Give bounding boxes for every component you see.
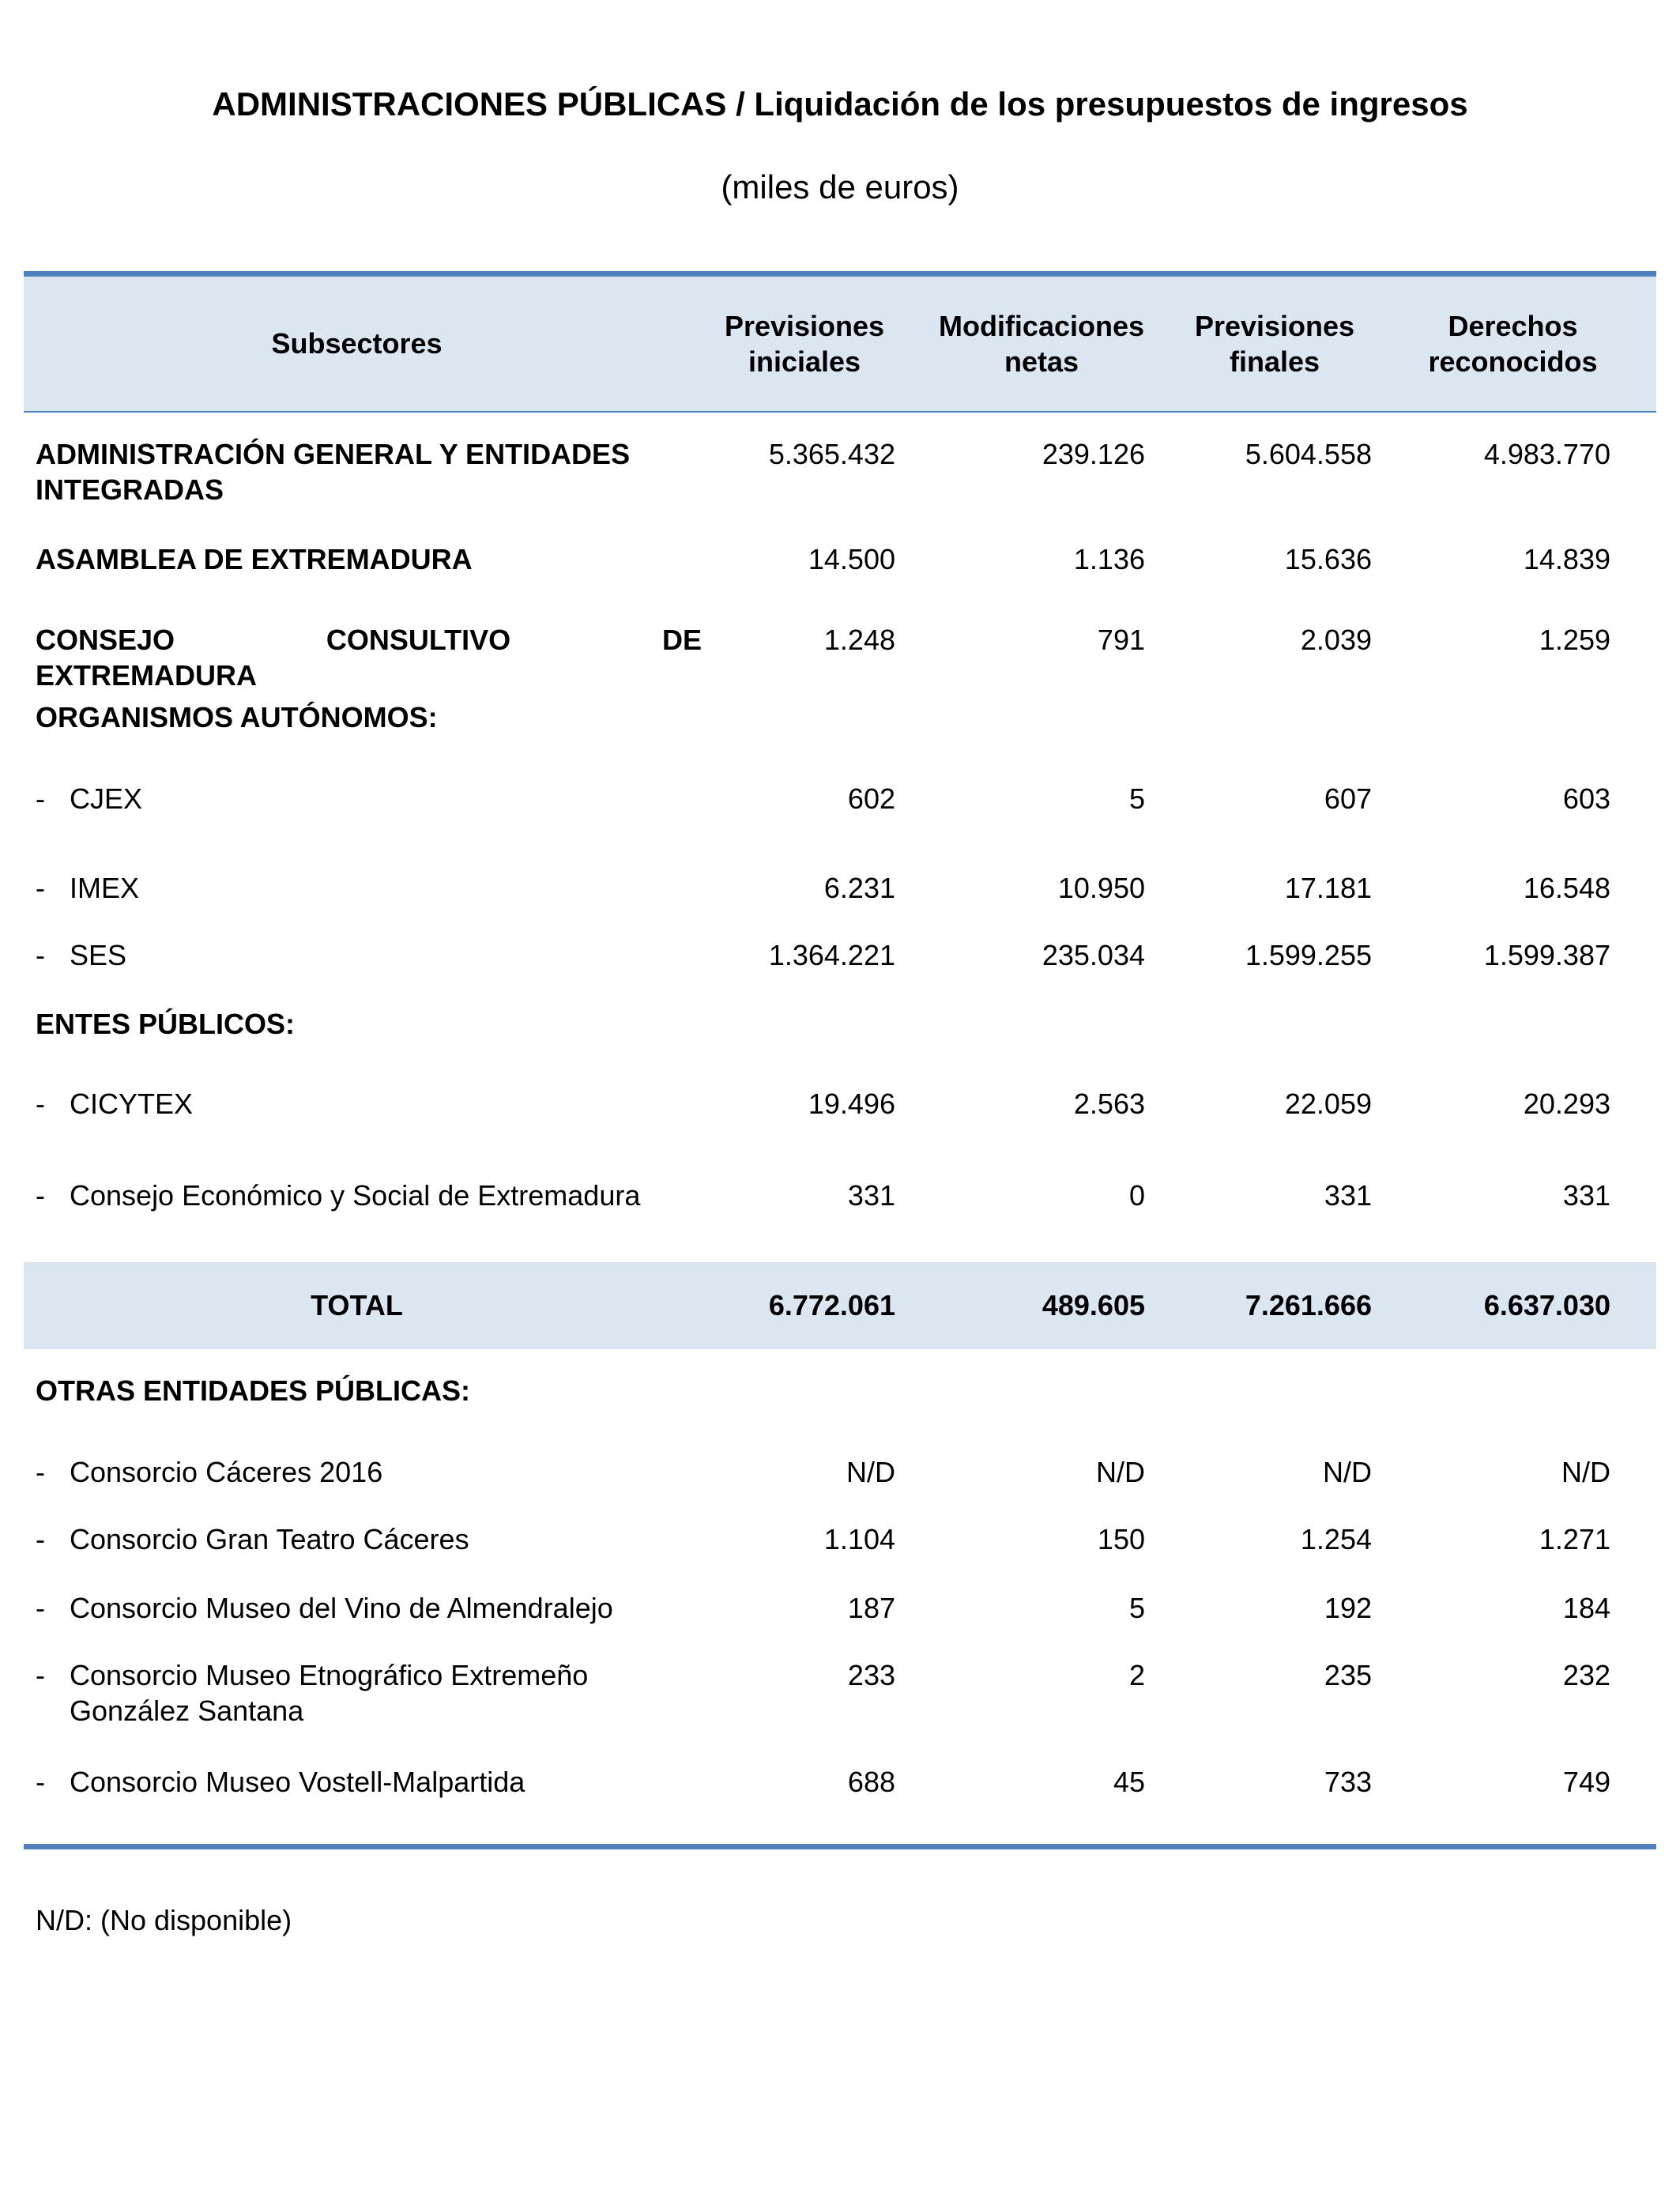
value-modificaciones-netas: 45 bbox=[1113, 1766, 1145, 1798]
header-derechos-reconocidos bbox=[1385, 277, 1640, 411]
page-title: ADMINISTRACIONES PÚBLICAS / Liquidación de los presupuestos de ingresos bbox=[212, 85, 1468, 123]
value-derechos-reconocidos: 603 bbox=[1562, 782, 1610, 815]
list-dash: - bbox=[36, 1088, 45, 1120]
section-heading-label: OTRAS ENTIDADES PÚBLICAS: bbox=[36, 1374, 471, 1407]
value-derechos-reconocidos: 4.983.770 bbox=[1483, 438, 1610, 470]
row-label: CJEX bbox=[70, 782, 143, 815]
row-label: Consorcio Gran Teatro Cáceres bbox=[70, 1523, 469, 1555]
row-label: ADMINISTRACIÓN GENERAL Y ENTIDADES INTEGRADAS bbox=[36, 438, 631, 506]
list-dash: - bbox=[36, 1766, 45, 1798]
value-modificaciones-netas: 5 bbox=[1128, 782, 1145, 815]
row-label: Consorcio Cáceres 2016 bbox=[70, 1456, 383, 1488]
value-derechos-reconocidos: 1.599.387 bbox=[1483, 939, 1610, 971]
row-label: Consorcio Museo del Vino de Almendralejo bbox=[70, 1592, 613, 1624]
header-col4-line1: Derechos bbox=[1448, 310, 1578, 342]
list-dash: - bbox=[36, 872, 45, 904]
row-label-line1: CONSEJO CONSULTIVO DE bbox=[36, 624, 702, 656]
header-modificaciones-netas bbox=[919, 277, 1164, 411]
value-modificaciones-netas: 2 bbox=[1128, 1659, 1145, 1691]
total-label: TOTAL bbox=[311, 1289, 403, 1321]
value-derechos-reconocidos: 1.259 bbox=[1539, 624, 1610, 656]
value-modificaciones-netas: 235.034 bbox=[1042, 939, 1145, 971]
header-col1-line1: Previsiones bbox=[724, 310, 885, 342]
value-derechos-reconocidos: 232 bbox=[1562, 1659, 1610, 1691]
value-previsiones-finales: 331 bbox=[1324, 1179, 1372, 1212]
footnote: N/D: (No disponible) bbox=[36, 1904, 292, 1936]
value-modificaciones-netas: 239.126 bbox=[1042, 438, 1145, 470]
row-label-line1: Consorcio Museo Etnográfico Extremeño bbox=[70, 1659, 589, 1691]
value-previsiones-finales: 5.604.558 bbox=[1245, 438, 1372, 470]
value-derechos-reconocidos: N/D bbox=[1561, 1456, 1610, 1488]
header-subsectores: Subsectores bbox=[271, 327, 443, 360]
total-row bbox=[24, 1262, 1656, 1349]
value-previsiones-iniciales: 6.231 bbox=[823, 872, 895, 904]
value-derechos-reconocidos: 331 bbox=[1562, 1179, 1610, 1212]
page-subtitle: (miles de euros) bbox=[721, 168, 959, 205]
header-previsiones-finales bbox=[1164, 277, 1385, 411]
header-col3-line1: Previsiones bbox=[1194, 310, 1355, 342]
list-dash: - bbox=[36, 1659, 45, 1691]
value-derechos-reconocidos: 20.293 bbox=[1523, 1088, 1610, 1120]
header-col2-line1: Modificaciones bbox=[938, 310, 1145, 342]
row-label: CICYTEX bbox=[70, 1088, 194, 1120]
value-modificaciones-netas: 10.950 bbox=[1057, 872, 1145, 904]
list-dash: - bbox=[36, 782, 45, 815]
value-previsiones-iniciales: 233 bbox=[847, 1659, 895, 1691]
table-header bbox=[24, 277, 1656, 413]
header-previsiones-iniciales bbox=[690, 277, 919, 411]
value-previsiones-finales: 17.181 bbox=[1284, 872, 1372, 904]
value-derechos-reconocidos: 14.839 bbox=[1523, 543, 1610, 575]
value-previsiones-iniciales: N/D bbox=[846, 1456, 895, 1488]
value-previsiones-iniciales: 1.364.221 bbox=[768, 939, 895, 971]
revenue-table bbox=[24, 271, 1656, 1849]
total-previsiones-iniciales: 6.772.061 bbox=[768, 1289, 895, 1321]
header-col4-line2: reconocidos bbox=[1428, 345, 1598, 378]
value-modificaciones-netas: 150 bbox=[1097, 1523, 1145, 1555]
row-label: ASAMBLEA DE EXTREMADURA bbox=[36, 543, 473, 575]
row-label-line2: González Santana bbox=[70, 1695, 304, 1727]
row-label: Consejo Económico y Social de Extremadura bbox=[70, 1179, 641, 1212]
section-heading-label: ORGANISMOS AUTÓNOMOS: bbox=[36, 701, 438, 733]
value-previsiones-finales: 192 bbox=[1324, 1592, 1372, 1624]
header-col2-line2: netas bbox=[1004, 345, 1079, 378]
list-dash: - bbox=[36, 1179, 45, 1212]
value-previsiones-finales: N/D bbox=[1323, 1456, 1372, 1488]
value-derechos-reconocidos: 749 bbox=[1562, 1766, 1610, 1798]
value-previsiones-iniciales: 14.500 bbox=[808, 543, 895, 575]
value-previsiones-finales: 1.254 bbox=[1300, 1523, 1372, 1555]
total-modificaciones-netas: 489.605 bbox=[1042, 1289, 1145, 1321]
table-top-rule bbox=[24, 271, 1656, 277]
value-modificaciones-netas: 791 bbox=[1097, 624, 1145, 656]
list-dash: - bbox=[36, 1456, 45, 1488]
value-previsiones-finales: 22.059 bbox=[1284, 1088, 1372, 1120]
value-previsiones-iniciales: 1.248 bbox=[823, 624, 895, 656]
value-modificaciones-netas: N/D bbox=[1096, 1456, 1145, 1488]
value-previsiones-finales: 733 bbox=[1324, 1766, 1372, 1798]
value-previsiones-iniciales: 688 bbox=[847, 1766, 895, 1798]
value-derechos-reconocidos: 16.548 bbox=[1523, 872, 1610, 904]
table-bottom-rule bbox=[24, 1844, 1656, 1849]
value-modificaciones-netas: 5 bbox=[1128, 1592, 1145, 1624]
value-previsiones-finales: 15.636 bbox=[1284, 543, 1372, 575]
value-previsiones-iniciales: 1.104 bbox=[823, 1523, 895, 1555]
row-label: SES bbox=[70, 939, 127, 971]
value-modificaciones-netas: 1.136 bbox=[1073, 543, 1145, 575]
row-label: Consorcio Museo Vostell-Malpartida bbox=[70, 1766, 525, 1798]
value-previsiones-iniciales: 187 bbox=[847, 1592, 895, 1624]
value-modificaciones-netas: 2.563 bbox=[1073, 1088, 1145, 1120]
value-previsiones-finales: 1.599.255 bbox=[1245, 939, 1372, 971]
total-previsiones-finales: 7.261.666 bbox=[1245, 1289, 1372, 1321]
value-previsiones-iniciales: 5.365.432 bbox=[768, 438, 895, 470]
value-previsiones-iniciales: 331 bbox=[847, 1179, 895, 1212]
list-dash: - bbox=[36, 1592, 45, 1624]
row-label-line2: EXTREMADURA bbox=[36, 659, 258, 692]
value-previsiones-finales: 235 bbox=[1324, 1659, 1372, 1691]
value-derechos-reconocidos: 184 bbox=[1562, 1592, 1610, 1624]
header-col3-line2: finales bbox=[1229, 345, 1320, 378]
list-dash: - bbox=[36, 939, 45, 971]
value-modificaciones-netas: 0 bbox=[1128, 1179, 1145, 1212]
header-col1-line2: iniciales bbox=[748, 345, 861, 378]
row-label: IMEX bbox=[70, 872, 140, 904]
total-derechos-reconocidos: 6.637.030 bbox=[1483, 1289, 1610, 1321]
list-dash: - bbox=[36, 1523, 45, 1555]
value-derechos-reconocidos: 1.271 bbox=[1539, 1523, 1610, 1555]
section-heading-label: ENTES PÚBLICOS: bbox=[36, 1008, 296, 1040]
value-previsiones-finales: 607 bbox=[1324, 782, 1372, 815]
value-previsiones-iniciales: 19.496 bbox=[808, 1088, 895, 1120]
value-previsiones-finales: 2.039 bbox=[1300, 624, 1372, 656]
value-previsiones-iniciales: 602 bbox=[847, 782, 895, 815]
